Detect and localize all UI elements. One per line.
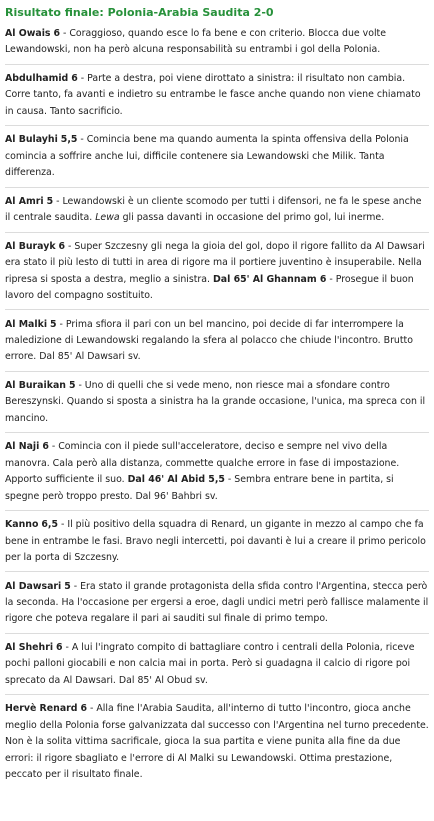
player-ratings-list	[5, 24, 429, 789]
player-name: Hervè Renard	[5, 703, 78, 715]
player-score: 6	[71, 73, 78, 84]
rating-comment: - Parte a destra, poi viene dirottato a sinistra: il risultato non cambia. Corre tanto, fa avanti e indietro su entrambe le fasce anche quando non viene chiamato in causa. Tanto sacrificio.	[5, 73, 421, 117]
page-title: Risultato finale: Polonia-Arabia Saudita 2-0	[5, 6, 274, 19]
player-name: Al Amri	[5, 195, 44, 207]
player-score: 5	[50, 318, 57, 330]
player-name: Al Bulayhi	[5, 134, 58, 146]
emphasis-text: Lewa	[95, 212, 120, 224]
player-rating	[5, 372, 429, 433]
rating-comment: - Comincia bene ma quando aumenta la spinta offensiva della Polonia comincia a soffrire anche lui, difficile contenere sia Lewandowski che Milik. Tanta differenza.	[5, 134, 409, 179]
player-name: Al Burayk	[5, 240, 56, 252]
player-score: 6	[56, 642, 63, 654]
player-rating	[5, 126, 429, 187]
substitute-rating: Dal 65' Al Ghannam 6	[212, 273, 327, 285]
player-name: Al Buraikan	[5, 380, 66, 392]
player-name: Kanno	[5, 519, 39, 531]
player-name: Abdulhamid	[5, 73, 69, 84]
player-score: 6	[42, 441, 49, 453]
player-name: Al Malki	[5, 318, 48, 330]
player-rating	[5, 65, 429, 126]
rating-comment: - Uno di quelli che si vede meno, non riesce mai a sfondare contro Bereszynski. Quando si sposta a sinistra ha la grande occasione, l'unica, ma spreca con il mancino.	[5, 380, 426, 424]
player-score: 6	[58, 240, 66, 252]
rating-comment: - A lui l'ingrato compito di battagliare contro i centrali della Polonia, riceve pochi palloni giocabili e non calcia mai in porta. Però si guadagna il calcio di rigore poi sprecato da Al Dawsari. Dal 85' Al Obud sv.	[5, 642, 415, 686]
player-rating	[5, 233, 429, 311]
player-rating	[5, 24, 429, 65]
player-score: 5	[46, 195, 54, 207]
player-score: 6	[53, 28, 60, 39]
rating-comment: - Era stato il grande protagonista della sfida contro l'Argentina, stecca però la seconda. Ha l'occasione per ergersi a eroe, dagli undici metri però fallisce malamente il rigore che poteva regalare il pari ai sauditi sul finale di primo tempo.	[5, 580, 429, 625]
player-name: Al Dawsari	[5, 580, 62, 592]
rating-comment: - Prima sfiora il pari con un bel mancino, poi decide di far interrompere la maledizione di Lewandowski regalando la sfera al polacco che chiude l'incontro. Brutto errore. Dal 85' Al Dawsari sv.	[5, 318, 413, 363]
rating-comment: - Super Szczesny gli nega la gioia del gol, dopo il rigore fallito da Al Dawsari era stato il più lesto di tutti in area di rigore ma il portiere juventino è insuperabile. Nella ripresa si sposta a destra, meglio a sinistra.	[5, 240, 425, 285]
substitute-rating: Dal 46' Al Abid 5,5	[127, 474, 225, 486]
rating-comment: - Prosegue il buon lavoro del compagno sostituito.	[5, 273, 414, 302]
player-rating	[5, 695, 429, 788]
player-name: Al Naji	[5, 441, 40, 453]
player-rating	[5, 310, 429, 371]
player-rating	[5, 433, 429, 511]
player-name: Al Shehri	[5, 642, 54, 654]
rating-comment: - Lewandowski è un cliente scomodo per tutti i difensori, ne fa le spese anche il centrale saudita.	[5, 195, 422, 224]
player-rating	[5, 188, 429, 233]
rating-comment: gli passa davanti in occasione del primo gol, lui inerme.	[119, 212, 385, 224]
rating-comment: - Sembra entrare bene in partita, si spegne però troppo presto. Dal 96' Bahbri sv.	[5, 474, 394, 502]
rating-comment: - Comincia con il piede sull'acceleratore, deciso e sempre nel vivo della manovra. Cala però alla distanza, commette qualche errore in fase di impostazione. Apporto sufficiente il suo.	[5, 441, 400, 486]
player-rating	[5, 572, 429, 633]
rating-comment: - Alla fine l'Arabia Saudita, all'interno di tutto l'incontro, gioca anche meglio della Polonia forse galvanizzata dal successo con l'Argentina nel turno precedente. Non è la solita vittima sacrificale, gioca la sua partita e viene punita alla fine da due errori: il rigore sbagliato e l'errore di Al Malki su Lewandowski. Ottima prestazione, peccato per il risultato finale.	[5, 703, 429, 781]
player-score: 5,5	[60, 134, 78, 146]
player-rating	[5, 634, 429, 695]
player-score: 6	[80, 703, 87, 715]
rating-comment: - Il più positivo della squadra di Renard, un gigante in mezzo al campo che fa bene in entrambe le fasi. Bravo negli intercetti, poi davanti è lui a creare il primo pericolo per la porta di Szczesny.	[5, 519, 426, 564]
player-score: 5	[68, 380, 76, 392]
player-score: 5	[64, 580, 71, 592]
rating-comment: - Coraggioso, quando esce lo fa bene e con criterio. Blocca due volte Lewandowski, non ha però alcuna responsabilità su entrambi i gol della Polonia.	[5, 28, 386, 56]
player-rating	[5, 511, 429, 572]
player-score: 6,5	[41, 519, 58, 531]
player-name: Al Owais	[5, 28, 51, 39]
